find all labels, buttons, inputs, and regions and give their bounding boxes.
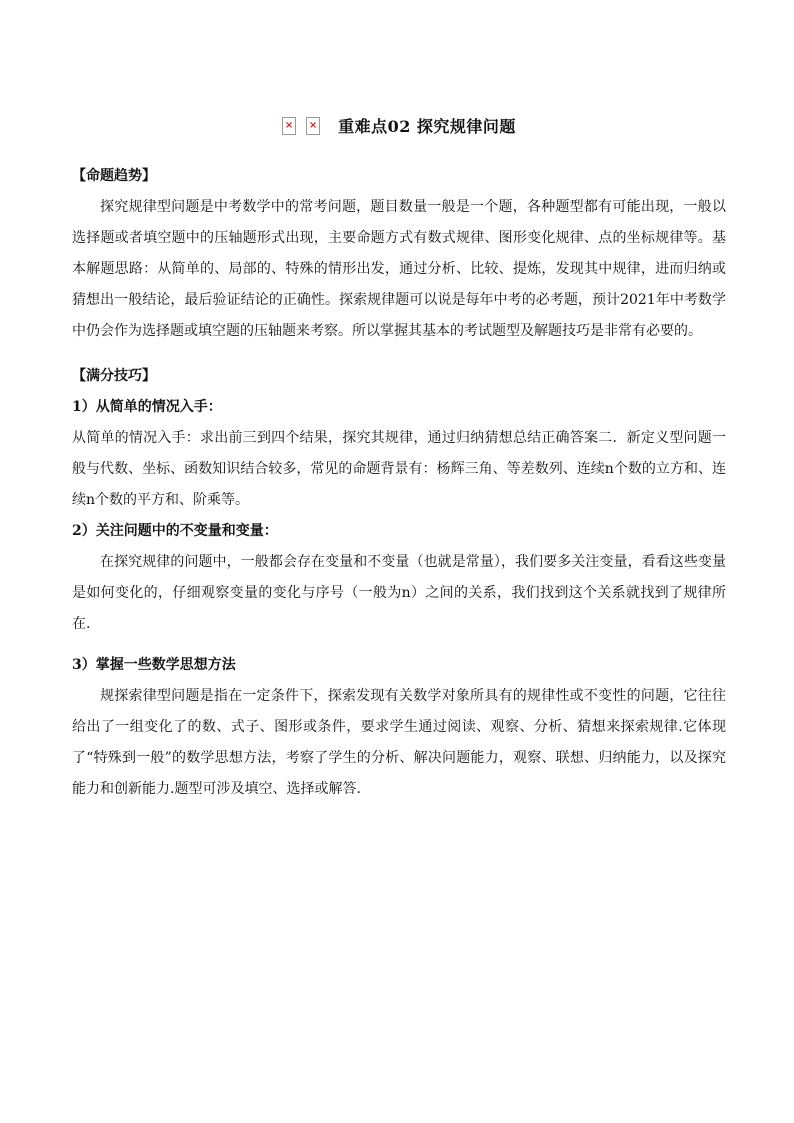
tip2-heading: 2）关注问题中的不变量和变量： (72, 523, 278, 539)
broken-image-icon: × (282, 117, 296, 135)
title-row (72, 114, 726, 137)
section-heading-trend: 【命题趋势】 (72, 168, 156, 184)
tip1-heading: 1）从简单的情况入手： (72, 399, 222, 415)
trend-paragraph: 探究规律型问题是中考数学中的常考问题，题目数量一般是一个题，各种题型都有可能出现，一般以选择题或者填空题中的压轴题形式出现，主要命题方式有数式规律、图形变化规律、点的坐标规律等。基本解题思路：从简单的、局部的、特殊的情形出发，通过分析、比较、提炼，发现其中规律，进而归纳或猜想出一般结论，最后验证结论的正确性。探索规律题可以说是每年中考的必考题，预计2021年中考数学中仍会作为选择题或填空题的压轴题来考察。所以掌握其基本的考试题型及解题技巧是非常有必要的。 (72, 199, 726, 339)
broken-image-icon: × (306, 117, 320, 135)
tip2-paragraph: 在探究规律的问题中，一般都会存在变量和不变量（也就是常量），我们要多关注变量，看看这些变量是如何变化的，仔细观察变量的变化与序号（一般为n）之间的关系，我们找到这个关系就找到了规律所在. (72, 554, 726, 632)
tip1-paragraph: 从简单的情况入手：求出前三到四个结果，探究其规律，通过归纳猜想总结正确答案二．新定义型问题一般与代数、坐标、函数知识结合较多，常见的命题背景有：杨辉三角、等差数列、连续n个数的立方和、连续n个数的平方和、阶乘等。 (72, 430, 726, 508)
tip3-heading: 3）掌握一些数学思想方法 (72, 657, 236, 673)
section-tips (72, 361, 726, 805)
tip3-paragraph: 规探索律型问题是指在一定条件下，探索发现有关数学对象所具有的规律性或不变性的问题，它往往给出了一组变化了的数、式子、图形或条件，要求学生通过阅读、观察、分析、猜想来探索规律.它体现了“特殊到一般”的数学思想方法，考察了学生的分析、解决问题能力，观察、联想、归纳能力，以及探究能力和创新能力.题型可涉及填空、选择或解答. (72, 688, 726, 797)
section-heading-tips: 【满分技巧】 (72, 368, 156, 384)
page-title: 重难点02 探究规律问题 (338, 117, 516, 136)
section-trend (72, 161, 726, 347)
